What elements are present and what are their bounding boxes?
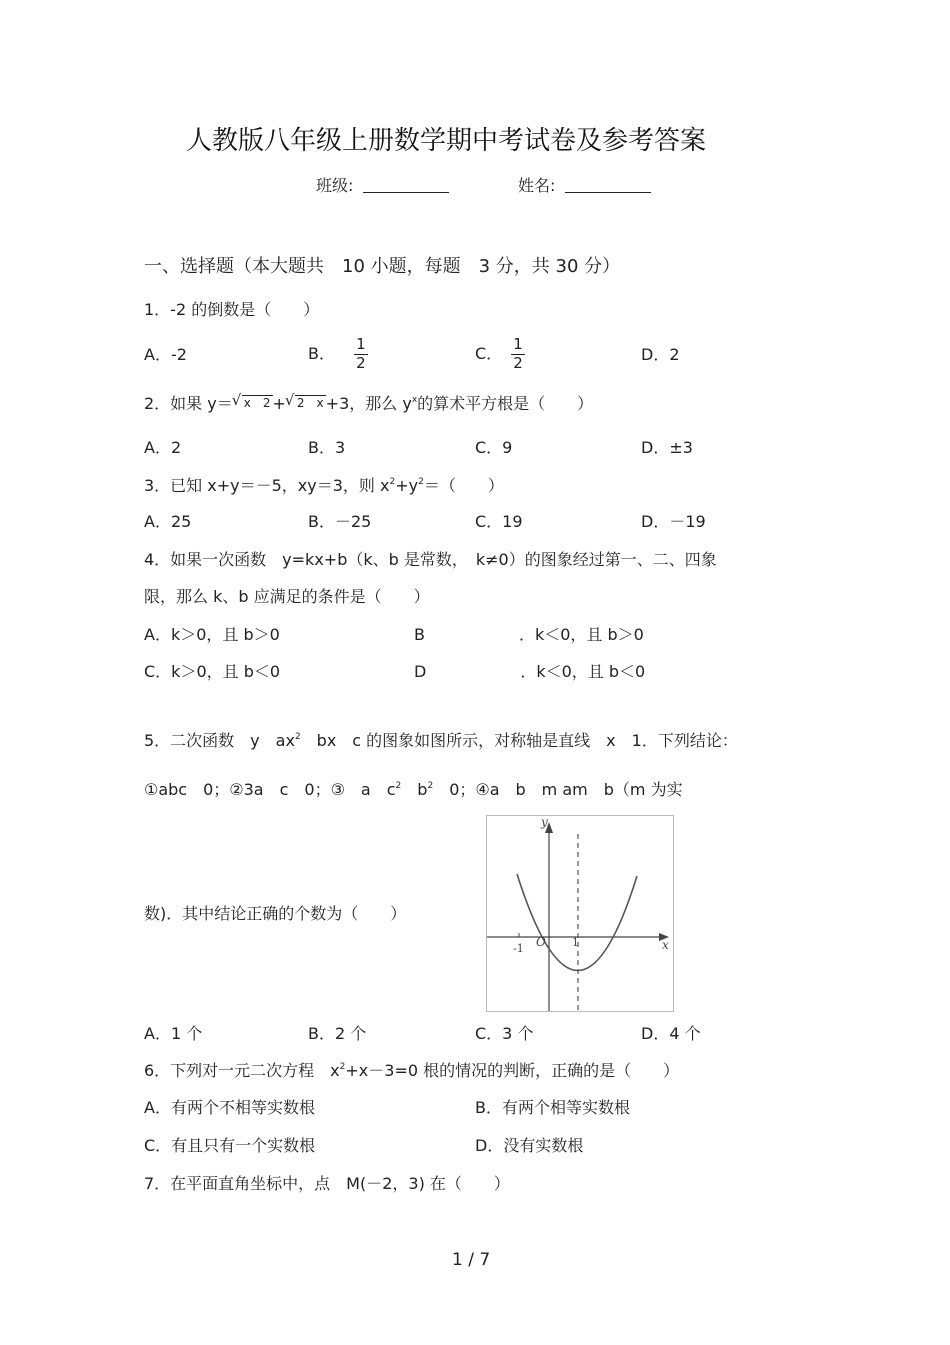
- q5-text-1: 5．二次函数 y ax: [144, 731, 295, 750]
- q5-option-b[interactable]: B．2 个: [308, 1024, 367, 1043]
- class-blank[interactable]: [363, 176, 449, 193]
- q6-text-1: 6．下列对一元二次方程 x: [144, 1061, 340, 1080]
- parabola-graph: [486, 815, 674, 1012]
- q4-option-d[interactable]: [414, 662, 645, 682]
- q1-option-d[interactable]: D．2: [641, 345, 680, 364]
- q6-exp: 2: [339, 1062, 346, 1072]
- q4-d-text: ．k＜0，且 b＜0: [520, 662, 646, 681]
- question-4-line-1: 4．如果一次函数 y=kx+b（k、b 是常数， k≠0）的图象经过第一、二、四象: [144, 550, 717, 569]
- section-heading: 一、选择题（本大题共 10 小题，每题 3 分，共 30 分）: [144, 256, 621, 277]
- q5-exp-3: 2: [427, 781, 434, 791]
- q6-text-2: +x－3=0 根的情况的判断，正确的是（ ）: [345, 1061, 680, 1080]
- q2-sqrt-1: √ x 2: [242, 395, 273, 410]
- q1-option-b[interactable]: [308, 336, 368, 372]
- q3-text-2: +y: [395, 476, 419, 495]
- class-field[interactable]: [316, 176, 449, 196]
- origin-label: O: [536, 935, 546, 949]
- q3-option-d[interactable]: D．－19: [641, 512, 706, 531]
- q1-option-a[interactable]: A．-2: [144, 345, 187, 364]
- q1-b-numerator: 1: [356, 335, 366, 353]
- q2-text-1: 2．如果 y＝: [144, 394, 233, 413]
- q4-b-text: ．k＜0，且 b＞0: [518, 625, 644, 644]
- q2-option-d[interactable]: D．±3: [641, 438, 693, 457]
- q1-c-denominator: 2: [513, 354, 523, 372]
- q5-option-c[interactable]: C．3 个: [475, 1024, 534, 1043]
- name-label: 姓名:: [518, 176, 556, 195]
- q1-b-denominator: 2: [356, 354, 366, 372]
- y-axis-label: y: [541, 816, 548, 829]
- q2-option-c[interactable]: C．9: [475, 438, 513, 457]
- page-number: 1 / 7: [452, 1250, 491, 1270]
- q5-text-5: 0；④a b m am b（m 为实: [433, 780, 683, 799]
- q1-b-fraction: [354, 336, 368, 372]
- q6-option-c[interactable]: C．有且只有一个实数根: [144, 1136, 316, 1155]
- q5-text-3: ①abc 0；②3a c 0；③ a c: [144, 780, 396, 799]
- question-2-stem: [144, 394, 593, 414]
- question-5-line-3: 数)．其中结论正确的个数为（ ）: [144, 904, 407, 923]
- neg-one-label: -1: [513, 942, 524, 955]
- q4-option-c[interactable]: C．k＞0，且 b＜0: [144, 662, 281, 681]
- q3-text-1: 3．已知 x+y＝－5，xy＝3，则 x: [144, 476, 390, 495]
- question-7-stem: 7．在平面直角坐标中，点 M(－2，3) 在（ ）: [144, 1174, 510, 1193]
- q4-b-letter: B: [414, 625, 425, 644]
- q5-option-a[interactable]: A．1 个: [144, 1024, 203, 1043]
- parabola-graph-svg: [487, 816, 673, 1011]
- question-1-stem: 1．-2 的倒数是（ ）: [144, 300, 320, 319]
- q2-option-a[interactable]: A．2: [144, 438, 182, 457]
- q4-d-letter: D: [414, 662, 427, 681]
- x-axis-label: x: [662, 938, 669, 952]
- q3-exp-1: 2: [389, 477, 396, 487]
- question-4-line-2: 限，那么 k、b 应满足的条件是（ ）: [144, 587, 430, 606]
- q2-exponent: x: [411, 395, 418, 405]
- q3-option-b[interactable]: B．－25: [308, 512, 372, 531]
- q5-exp-2: 2: [395, 781, 402, 791]
- question-5-line-1: [144, 731, 738, 751]
- q3-option-c[interactable]: C．19: [475, 512, 523, 531]
- q3-exp-2: 2: [418, 477, 424, 487]
- q2-plus: +: [272, 394, 286, 413]
- q2-text-3: 的算术平方根是（ ）: [417, 394, 594, 413]
- q1-option-c[interactable]: [475, 336, 525, 372]
- page-title: 人教版八年级上册数学期中考试卷及参考答案: [186, 126, 707, 156]
- q6-option-d[interactable]: D．没有实数根: [475, 1136, 584, 1155]
- q1-c-prefix: C．: [475, 344, 503, 363]
- q2-option-b[interactable]: B．3: [308, 438, 346, 457]
- q5-exp-1: 2: [294, 732, 301, 742]
- q1-c-fraction: [511, 336, 525, 372]
- name-field[interactable]: [518, 176, 651, 196]
- parabola-curve: [517, 874, 637, 971]
- q2-text-2: +3，那么 y: [325, 394, 412, 413]
- q5-text-4: b: [401, 780, 428, 799]
- question-3-stem: [144, 476, 504, 496]
- q2-sqrt-2: √ 2 x: [295, 395, 326, 410]
- question-5-line-2: [144, 780, 683, 800]
- q1-c-numerator: 1: [513, 335, 523, 353]
- one-label: 1: [572, 936, 579, 949]
- question-6-stem: [144, 1061, 679, 1081]
- class-label: 班级:: [316, 176, 354, 195]
- q4-option-a[interactable]: A．k＞0，且 b＞0: [144, 625, 280, 644]
- q5-text-2: bx c 的图象如图所示，对称轴是直线 x 1．下列结论：: [300, 731, 738, 750]
- q6-option-a[interactable]: A．有两个不相等实数根: [144, 1098, 315, 1117]
- q5-option-d[interactable]: D．4 个: [641, 1024, 701, 1043]
- q1-b-prefix: B．: [308, 344, 335, 363]
- q3-option-a[interactable]: A．25: [144, 512, 192, 531]
- q3-text-3: ＝（ ）: [423, 476, 504, 495]
- q6-option-b[interactable]: B．有两个相等实数根: [475, 1098, 630, 1117]
- q4-option-b[interactable]: [414, 625, 644, 645]
- name-blank[interactable]: [565, 176, 651, 193]
